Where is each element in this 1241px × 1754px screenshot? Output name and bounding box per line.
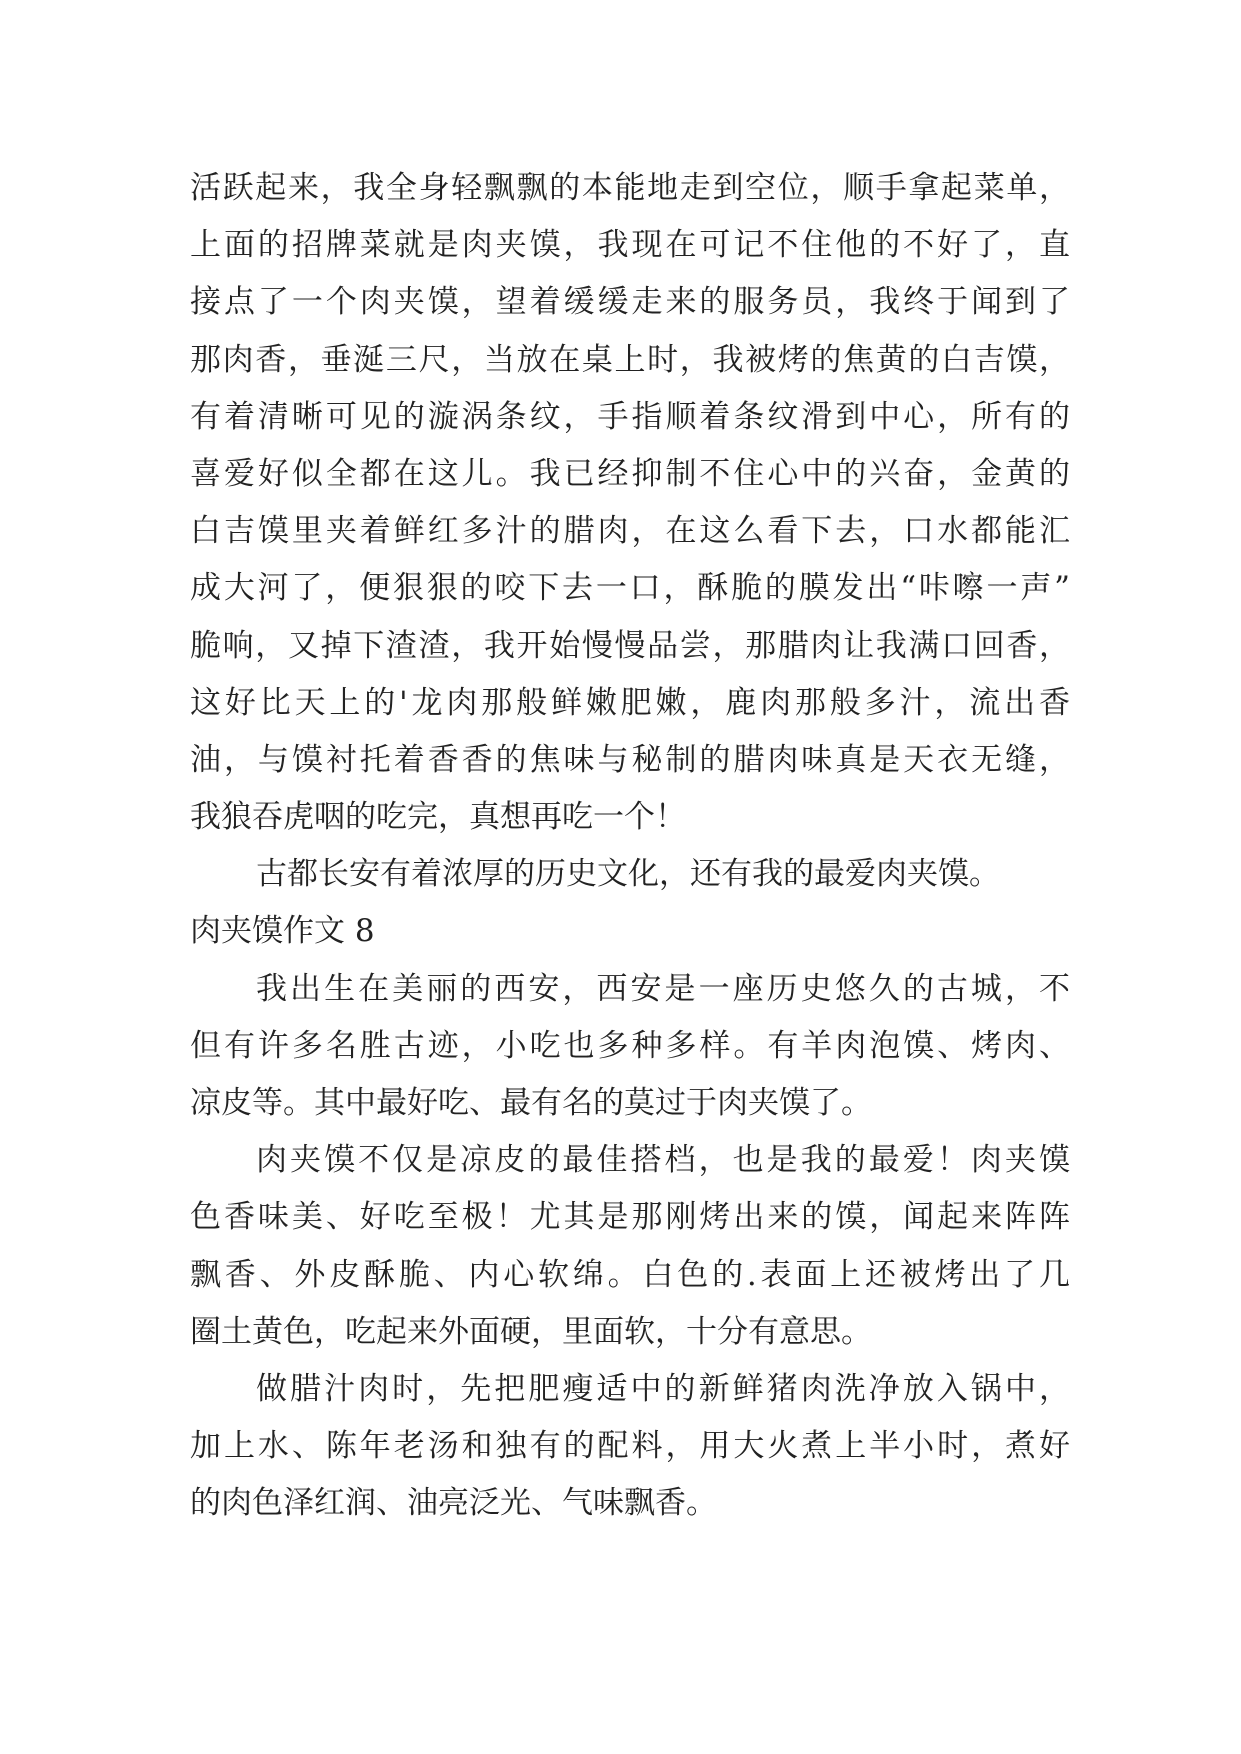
text-line: 活跃起来，我全身轻飘飘的本能地走到空位，顺手拿起菜单， — [190, 170, 1070, 206]
text-line: 油，与馍衬托着香香的焦味与秘制的腊肉味真是天衣无缝， — [190, 741, 1070, 778]
text-line: 古都长安有着浓厚的历史文化，还有我的最爱肉夹馍。 — [256, 856, 1000, 893]
text-line: 上面的招牌菜就是肉夹馍，我现在可记不住他的不好了，直 — [190, 227, 1070, 264]
text-line: 喜爱好似全都在这儿。我已经抑制不住心中的兴奋，金黄的 — [190, 455, 1070, 492]
text-line: 的肉色泽红润、油亮泛光、气味飘香。 — [190, 1485, 717, 1522]
document-body — [190, 160, 1070, 1533]
text-line: 圈土黄色，吃起来外面硬，里面软，十分有意思。 — [190, 1313, 872, 1350]
text-line: 做腊汁肉时，先把肥瘦适中的新鲜猪肉洗净放入锅中， — [256, 1370, 1070, 1407]
text-line: 肉夹馍不仅是凉皮的最佳搭档，也是我的最爱！肉夹馍 — [256, 1142, 1070, 1179]
text-line: 成大河了，便狠狠的咬下去一口，酥脆的膜发出“咔嚓一声” — [190, 570, 1070, 607]
text-line: 飘香、外皮酥脆、内心软绵。白色的.表面上还被烤出了几 — [190, 1256, 1070, 1293]
section-heading: 肉夹馍作文 8 — [190, 913, 375, 950]
text-line: 我狼吞虎咽的吃完，真想再吃一个！ — [190, 799, 686, 836]
text-line: 加上水、陈年老汤和独有的配料，用大火煮上半小时，煮好 — [190, 1428, 1070, 1465]
text-line: 有着清晰可见的漩涡条纹，手指顺着条纹滑到中心，所有的 — [190, 398, 1070, 435]
text-line: 脆响，又掉下渣渣，我开始慢慢品尝，那腊肉让我满口回香， — [190, 627, 1070, 664]
text-line: 凉皮等。其中最好吃、最有名的莫过于肉夹馍了。 — [190, 1085, 872, 1121]
text-line: 色香味美、好吃至极！尤其是那刚烤出来的馍，闻起来阵阵 — [190, 1199, 1070, 1236]
text-line: 白吉馍里夹着鲜红多汁的腊肉，在这么看下去，口水都能汇 — [190, 513, 1070, 550]
text-line: 但有许多名胜古迹，小吃也多种多样。有羊肉泡馍、烤肉、 — [190, 1027, 1070, 1064]
text-line: 那肉香，垂涎三尺，当放在桌上时，我被烤的焦黄的白吉馍， — [190, 341, 1070, 378]
text-line: 接点了一个肉夹馍，望着缓缓走来的服务员，我终于闻到了 — [190, 284, 1070, 321]
text-line: 这好比天上的'龙肉那般鲜嫩肥嫩，鹿肉那般多汁，流出香 — [190, 684, 1070, 721]
text-line: 我出生在美丽的西安，西安是一座历史悠久的古城，不 — [256, 970, 1070, 1007]
